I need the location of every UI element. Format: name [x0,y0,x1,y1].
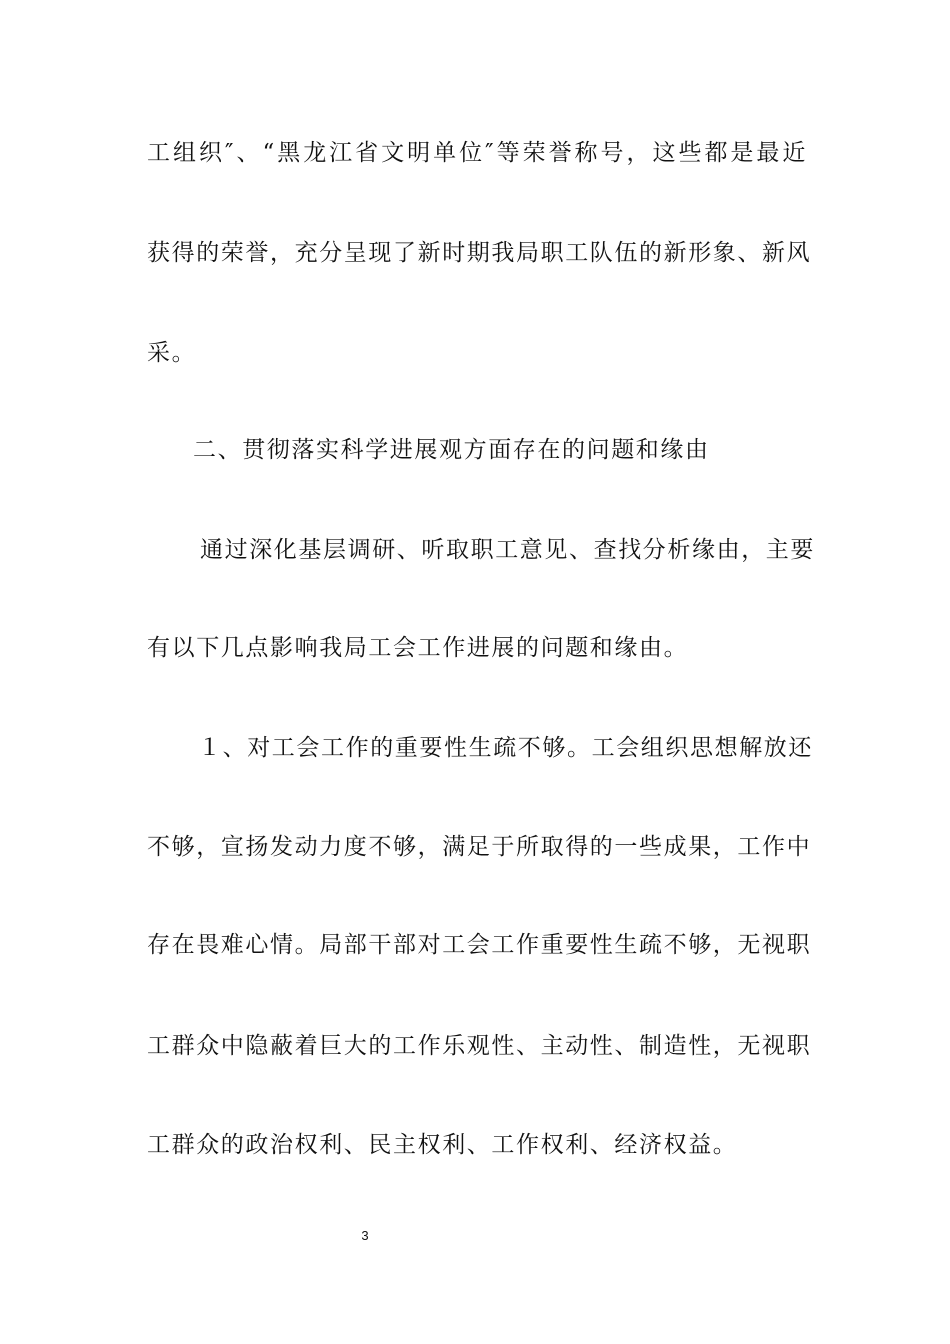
paragraph-line: 工群众的政治权利、民主权利、工作权利、经济权益。 [147,1132,738,1158]
page-number: 3 [361,1228,369,1243]
paragraph-line: 获得的荣誉，充分呈现了新时期我局职工队伍的新形象、新风 [147,240,812,266]
paragraph-line: 工群众中隐蔽着巨大的工作乐观性、主动性、制造性，无视职 [147,1033,812,1059]
paragraph-line: 有以下几点影响我局工会工作进展的问题和缘由。 [147,635,689,661]
paragraph-line: 工组织″、“黑龙江省文明单位″等荣誉称号，这些都是最近 [147,140,807,166]
section-heading: 二、贯彻落实科学进展观方面存在的问题和缘由 [193,437,710,463]
list-item-heading: １、对工会工作的重要性生疏不够。工会组织思想解放还 [198,735,813,761]
paragraph-line: 通过深化基层调研、听取职工意见、查找分析缘由，主要 [200,537,815,563]
paragraph-line: 不够，宣扬发动力度不够，满足于所取得的一些成果，工作中 [147,834,812,860]
paragraph-line: 采。 [147,340,197,366]
paragraph-line: 存在畏难心情。局部干部对工会工作重要性生疏不够，无视职 [147,932,812,958]
